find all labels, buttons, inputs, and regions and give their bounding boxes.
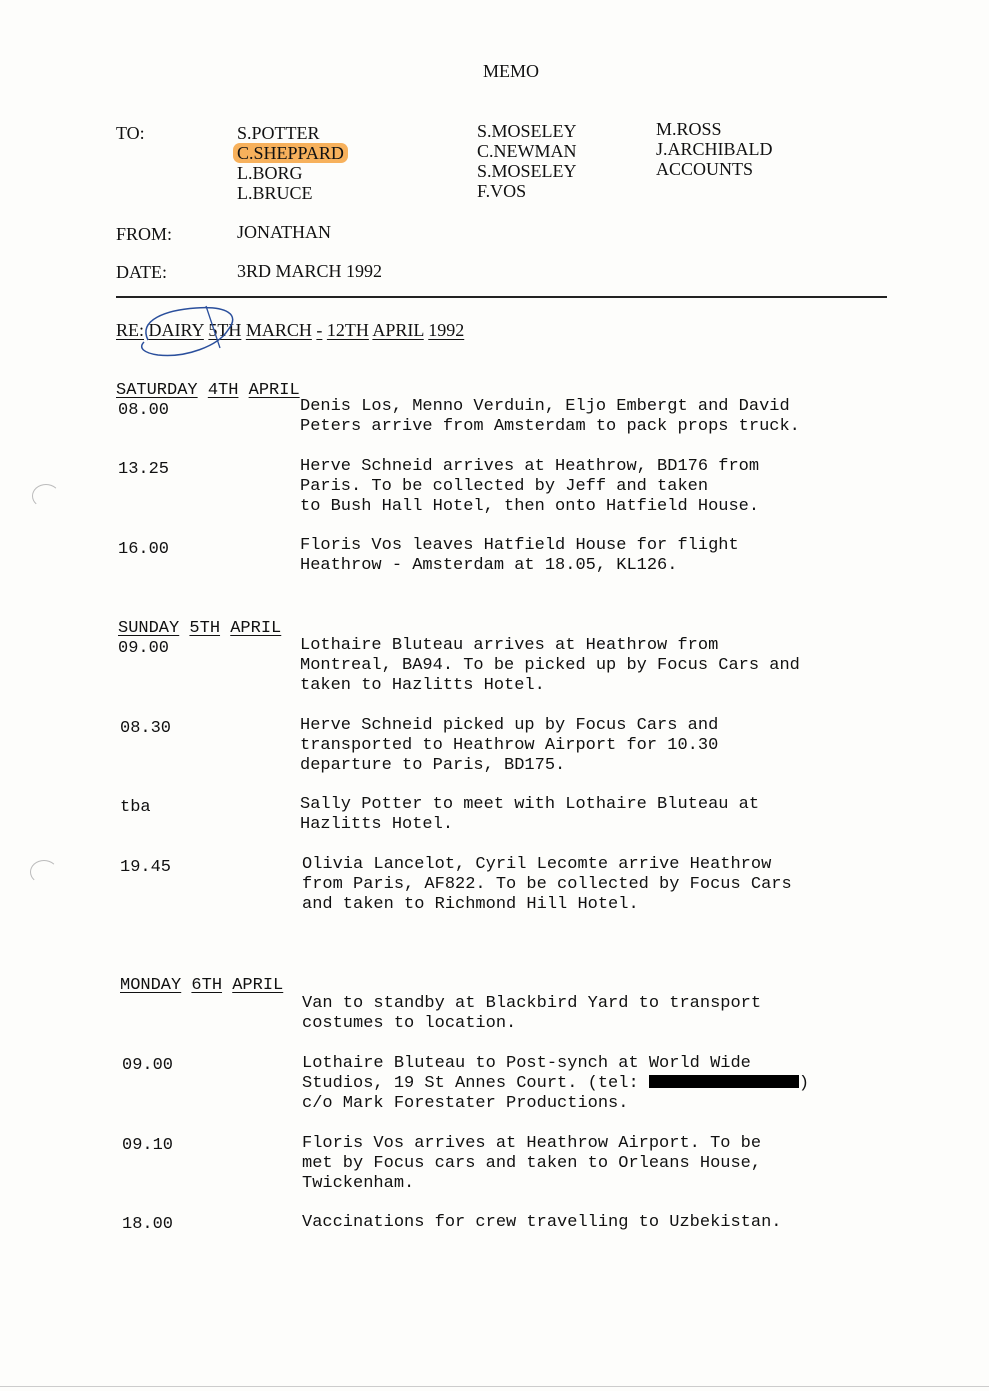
recipient: S.MOSELEY <box>477 121 577 141</box>
entry-text-line: Lothaire Bluteau to Post-synch at World Wide <box>302 1054 751 1073</box>
entry-text: Sally Potter to meet with Lothaire Bluteau at Hazlitts Hotel. <box>300 795 760 834</box>
punch-hole-mark <box>32 484 60 508</box>
entry-text: Van to standby at Blackbird Yard to transport costumes to location. <box>302 994 762 1033</box>
entry-time: 16.00 <box>118 540 170 559</box>
day-heading-saturday <box>116 381 300 401</box>
re-word: 12TH <box>326 320 369 340</box>
entry-time: 09.10 <box>122 1136 174 1155</box>
recipient: S.MOSELEY <box>477 161 577 181</box>
entry-text: Floris Vos arrives at Heathrow Airport. To be met by Focus cars and taken to Orleans House, Twickenham. <box>302 1134 762 1193</box>
entry-text-fragment: Studios, 19 St Annes Court. (tel: <box>302 1074 649 1093</box>
re-word: DAIRY <box>148 320 204 340</box>
day-heading-word: MONDAY <box>120 976 182 995</box>
entry-time: 18.00 <box>122 1215 174 1234</box>
to-label: TO: <box>116 123 145 143</box>
from-label: FROM: <box>116 224 173 244</box>
recipient: C.NEWMAN <box>477 141 577 161</box>
day-heading-monday <box>120 976 283 996</box>
entry-text: Vaccinations for crew travelling to Uzbekistan. <box>302 1213 782 1232</box>
header-divider <box>116 296 887 298</box>
entry-time: 08.00 <box>118 401 170 420</box>
entry-time: tba <box>120 798 151 817</box>
redaction-bar <box>649 1075 799 1088</box>
entry-text: Olivia Lancelot, Cyril Lecomte arrive Heathrow from Paris, AF822. To be collected by Focus Cars and taken to Richmond Hill Hotel. <box>302 855 792 914</box>
day-heading-word: APRIL <box>232 976 284 995</box>
recipient: F.VOS <box>477 181 527 201</box>
pen-circle-annotation <box>136 300 246 362</box>
date-value: 3RD MARCH 1992 <box>237 261 383 281</box>
entry-text: Lothaire Bluteau arrives at Heathrow from Montreal, BA94. To be picked up by Focus Cars and taken to Hazlitts Hotel. <box>300 636 800 695</box>
entry-text-line: c/o Mark Forestater Productions. <box>302 1094 629 1113</box>
entry-text-line <box>302 1074 922 1094</box>
entry-text: Denis Los, Menno Verduin, Eljo Embergt and David Peters arrive from Amsterdam to pack props truck. <box>300 397 800 436</box>
entry-text-fragment: ) <box>798 1074 810 1093</box>
entry-time: 13.25 <box>118 460 170 479</box>
entry-time: 08.30 <box>120 719 172 738</box>
from-value: JONATHAN <box>237 222 331 242</box>
day-heading-word: 4TH <box>207 381 239 400</box>
re-word: MARCH <box>245 320 312 340</box>
day-heading-word: 5TH <box>189 619 221 638</box>
re-word: APRIL <box>372 320 424 340</box>
recipient: M.ROSS <box>656 119 722 139</box>
recipient: S.POTTER <box>237 123 320 143</box>
entry-time: 09.00 <box>122 1056 174 1075</box>
re-label: RE: <box>116 320 145 340</box>
recipient-highlighted <box>237 143 348 163</box>
day-heading-word: SUNDAY <box>118 619 180 638</box>
memo-title: MEMO <box>483 61 540 81</box>
re-word: - <box>316 320 323 340</box>
day-heading-word: SATURDAY <box>116 381 198 400</box>
page-edge <box>0 1386 989 1387</box>
day-heading-sunday <box>118 619 281 639</box>
re-word: 5TH <box>208 320 242 340</box>
recipient: J.ARCHIBALD <box>656 139 773 159</box>
entry-time: 09.00 <box>118 639 170 658</box>
recipient: ACCOUNTS <box>656 159 754 179</box>
entry-text: Herve Schneid picked up by Focus Cars and transported to Heathrow Airport for 10.30 departure to Paris, BD175. <box>300 716 719 775</box>
day-heading-word: APRIL <box>248 381 300 400</box>
entry-time: 19.45 <box>120 858 172 877</box>
recipient: L.BORG <box>237 163 303 183</box>
punch-hole-mark <box>30 860 58 884</box>
date-label: DATE: <box>116 262 167 282</box>
recipient: L.BRUCE <box>237 183 313 203</box>
recipient: C.SHEPPARD <box>233 143 348 163</box>
entry-text: Herve Schneid arrives at Heathrow, BD176 from Paris. To be collected by Jeff and taken to Bush Hall Hotel, then onto Hatfield House. <box>300 457 760 516</box>
re-word: 1992 <box>428 320 465 340</box>
day-heading-word: APRIL <box>230 619 282 638</box>
entry-text <box>302 1054 922 1114</box>
day-heading-word: 6TH <box>191 976 223 995</box>
entry-text: Floris Vos leaves Hatfield House for flight Heathrow - Amsterdam at 18.05, KL126. <box>300 536 739 575</box>
